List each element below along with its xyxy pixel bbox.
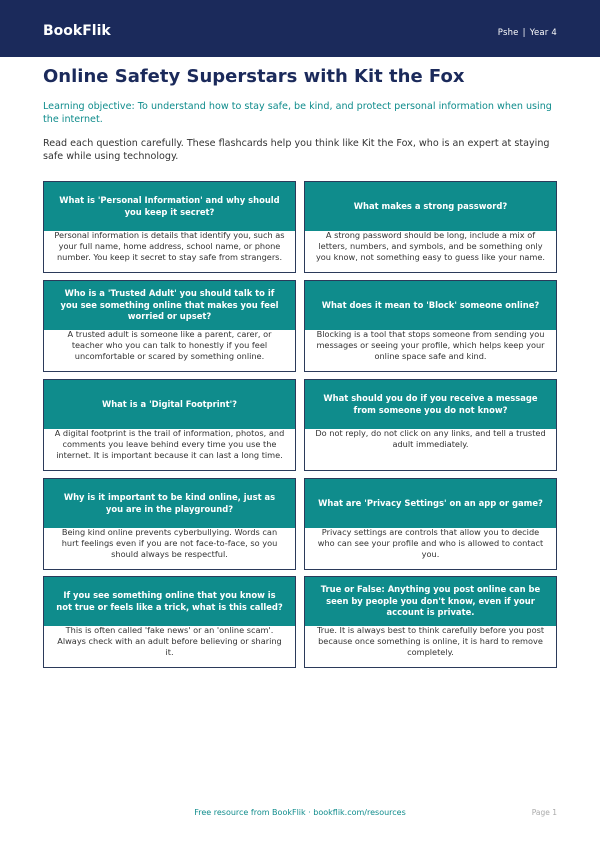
flashcard-answer: A strong password should be long, include a mix of letters, numbers, and symbols, and be something only you know, not something easy to guess like your name. (315, 230, 546, 263)
flashcard (43, 181, 296, 273)
flashcard-answer: Do not reply, do not click on any links, and tell a trusted adult immediately. (315, 428, 546, 450)
page-number: Page 1 (531, 808, 557, 817)
flashcard (304, 181, 557, 273)
year-label: Year 4 (529, 28, 557, 38)
flashcard (304, 379, 557, 471)
flashcard-answer: True. It is always best to think carefully before you post because once something is online, it is hard to remove completely. (316, 625, 545, 658)
flashcard (43, 576, 296, 668)
flashcard (304, 478, 557, 570)
flashcard-question: If you see something online that you know is not true or feels like a trick, what is this called? (44, 577, 295, 626)
subject-label: Pshe (497, 28, 519, 38)
flashcard-question: What does it mean to 'Block' someone online? (305, 281, 556, 330)
flashcard (304, 576, 557, 668)
flashcard (304, 280, 557, 372)
learning-objective: Learning objective: To understand how to stay safe, be kind, and protect personal information when using the internet. (43, 101, 552, 125)
flashcard (43, 478, 296, 570)
flashcard-question: Why is it important to be kind online, just as you are in the playground? (44, 479, 295, 528)
flashcard-question: What makes a strong password? (305, 182, 556, 231)
flashcard-answer: Being kind online prevents cyberbullying. Words can hurt feelings even if you are not face-to-face, so you should always be respectful. (61, 527, 278, 560)
page-header (0, 0, 600, 57)
flashcard-answer: A trusted adult is someone like a parent, carer, or teacher who you can talk to honestly if you feel uncomfortable or scared by something online. (67, 329, 272, 362)
flashcard-question: What is a 'Digital Footprint'? (44, 380, 295, 429)
flashcard (43, 280, 296, 372)
brand-logo: BookFlik (43, 23, 111, 39)
flashcard-answer: Privacy settings are controls that allow you to decide who can see your profile and who is allowed to contact you. (317, 527, 544, 560)
flashcard-answer: Personal information is details that identify you, such as your full name, home address, school name, or phone number. You keep it secret to stay safe from strangers. (54, 230, 285, 263)
flashcard-question: What should you do if you receive a message from someone you do not know? (305, 380, 556, 429)
meta-separator: | (522, 28, 526, 38)
subject-year (498, 27, 557, 39)
flashcard-answer: This is often called 'fake news' or an 'online scam'. Always check with an adult before believing or sharing it. (57, 625, 282, 658)
flashcard-question: What is 'Personal Information' and why should you keep it secret? (44, 182, 295, 231)
flashcard-question: True or False: Anything you post online can be seen by people you don't know, even if your account is private. (305, 577, 556, 626)
flashcard-answer: Blocking is a tool that stops someone from sending you messages or seeing your profile, which helps keep your online space safe and kind. (316, 329, 545, 362)
flashcard-answer: A digital footprint is the trail of information, photos, and comments you leave behind every time you use the internet. It is important because it can last a long time. (54, 428, 285, 461)
flashcard (43, 379, 296, 471)
footer-link[interactable]: Free resource from BookFlik · bookflik.com/resources (194, 808, 406, 817)
page-title: Online Safety Superstars with Kit the Fox (43, 66, 465, 87)
flashcard-question: What are 'Privacy Settings' on an app or game? (305, 479, 556, 528)
flashcard-question: Who is a 'Trusted Adult' you should talk to if you see something online that makes you feel worried or upset? (44, 281, 295, 330)
intro-text: Read each question carefully. These flashcards help you think like Kit the Fox, who is an expert at staying safe while using technology. (43, 138, 550, 162)
